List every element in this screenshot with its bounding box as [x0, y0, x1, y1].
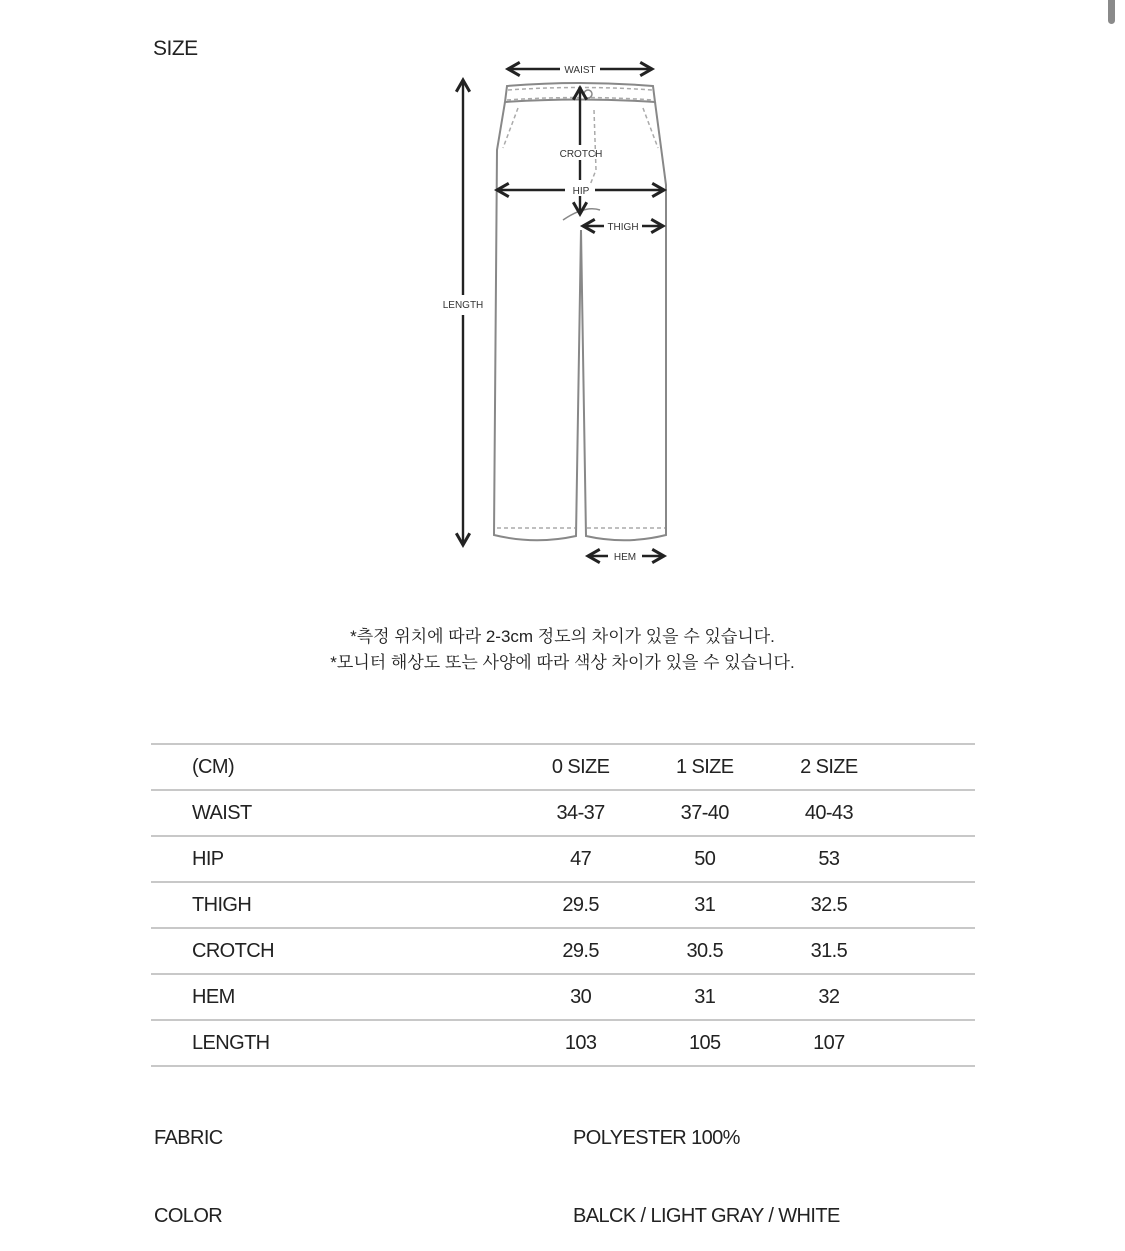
cell: 40-43: [767, 790, 891, 836]
row-label: HIP: [151, 836, 519, 882]
cell: 37-40: [643, 790, 767, 836]
row-label: THIGH: [151, 882, 519, 928]
color-value: BALCK / LIGHT GRAY / WHITE: [573, 1205, 840, 1227]
table-row: [151, 836, 975, 882]
cell: 32.5: [767, 882, 891, 928]
crotch-label: CROTCH: [559, 149, 603, 160]
waist-label: WAIST: [564, 65, 596, 76]
cell: 31: [643, 974, 767, 1020]
row-label: WAIST: [151, 790, 519, 836]
row-label: CROTCH: [151, 928, 519, 974]
table-row: [151, 928, 975, 974]
table-row: [151, 882, 975, 928]
column-header: 1 SIZE: [643, 744, 767, 790]
note-measurement-variance: *측정 위치에 따라 2-3cm 정도의 차이가 있을 수 있습니다.: [350, 627, 775, 646]
hip-label: HIP: [572, 186, 590, 197]
cell: 29.5: [519, 882, 643, 928]
cell: 30: [519, 974, 643, 1020]
cell: 31.5: [767, 928, 891, 974]
length-label: LENGTH: [442, 300, 484, 311]
row-label: LENGTH: [151, 1020, 519, 1066]
cell: 47: [519, 836, 643, 882]
unit-header: (CM): [151, 744, 519, 790]
measurement-notes: [0, 624, 1125, 676]
column-header: 0 SIZE: [519, 744, 643, 790]
cell: 32: [767, 974, 891, 1020]
pants-measurement-diagram: [430, 55, 690, 575]
table-row: [151, 790, 975, 836]
hem-label: HEM: [613, 552, 637, 563]
cell: 103: [519, 1020, 643, 1066]
fabric-label: FABRIC: [154, 1127, 223, 1149]
cell: 50: [643, 836, 767, 882]
cell: 29.5: [519, 928, 643, 974]
column-header: 2 SIZE: [767, 744, 891, 790]
thigh-label: THIGH: [607, 222, 639, 233]
fabric-value: POLYESTER 100%: [573, 1127, 740, 1149]
cell: 30.5: [643, 928, 767, 974]
cell: 34-37: [519, 790, 643, 836]
scrollbar-thumb[interactable]: [1108, 0, 1115, 24]
section-title: SIZE: [153, 37, 198, 60]
table-row: [151, 974, 975, 1020]
cell: 107: [767, 1020, 891, 1066]
color-label: COLOR: [154, 1205, 223, 1227]
note-color-variance: *모니터 해상도 또는 사양에 따라 색상 차이가 있을 수 있습니다.: [330, 653, 795, 672]
cell: 105: [643, 1020, 767, 1066]
row-label: HEM: [151, 974, 519, 1020]
cell: 31: [643, 882, 767, 928]
table-row: [151, 1020, 975, 1066]
size-table: [151, 743, 975, 1067]
cell: 53: [767, 836, 891, 882]
table-header-row: [151, 744, 975, 790]
